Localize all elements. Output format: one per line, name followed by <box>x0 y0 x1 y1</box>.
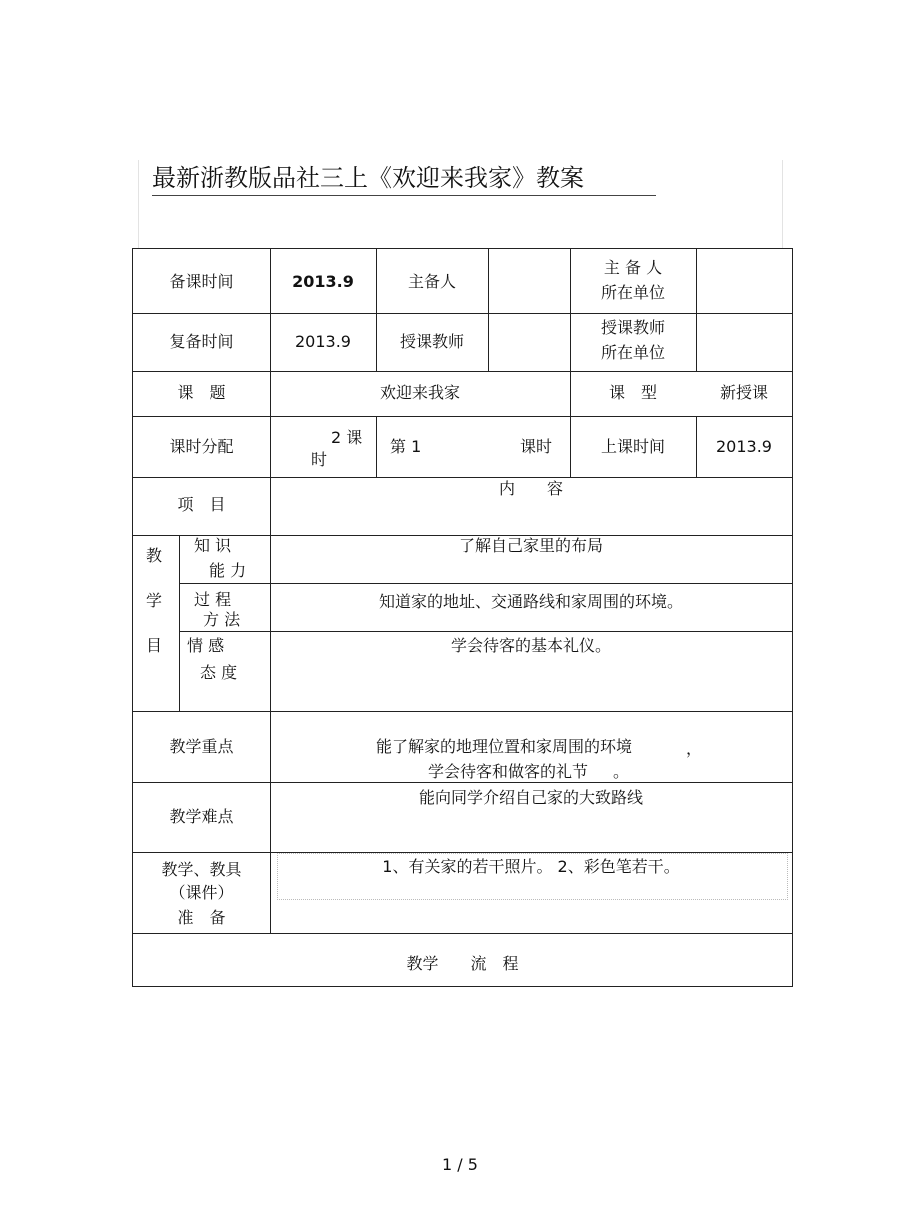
row-divider <box>133 711 792 712</box>
topic-label: 课 题 <box>177 383 226 402</box>
hours-value-line2: 时 <box>311 450 328 469</box>
review-time-label: 复备时间 <box>169 332 234 351</box>
emotion-label-line1: 情 感 <box>187 636 225 655</box>
prep-time-label: 备课时间 <box>169 272 234 291</box>
knowledge-goal-text: 了解自己家里的布局 <box>458 536 603 555</box>
knowledge-label-line2: 能 力 <box>209 561 247 580</box>
page-number: 1 / 5 <box>442 1155 478 1174</box>
row-divider <box>133 933 792 934</box>
goals-side-label-1: 教 <box>146 546 163 565</box>
item-header: 项 目 <box>177 495 226 514</box>
goals-side-label-3: 目 <box>146 636 163 655</box>
lesson-number-suffix: 课时 <box>520 437 553 456</box>
row-divider <box>133 313 792 314</box>
col-divider <box>488 249 489 371</box>
prep-time-value: 2013.9 <box>292 272 354 291</box>
lesson-type-label: 课 型 <box>608 383 657 402</box>
materials-text: 1、有关家的若干照片。 2、彩色笔若干。 <box>382 857 680 876</box>
content-header: 内 容 <box>498 479 563 498</box>
preparer-unit-label-line1: 主 备 人 <box>603 258 663 277</box>
lesson-type-value: 新授课 <box>719 383 768 402</box>
emotion-goal-text: 学会待客的基本礼仪。 <box>450 636 611 655</box>
preparer-unit-label-line2: 所在单位 <box>600 283 665 302</box>
page-edge-left <box>138 160 139 248</box>
teacher-label: 授课教师 <box>399 332 464 351</box>
process-label-line2: 方 法 <box>203 610 241 629</box>
difficulties-text: 能向同学介绍自己家的大致路线 <box>418 788 643 807</box>
teaching-flow-label: 教学 流 程 <box>406 954 519 973</box>
lesson-number-prefix: 第 1 <box>390 437 422 456</box>
row-divider <box>133 416 792 417</box>
key-points-comma: ， <box>686 739 703 758</box>
hours-label: 课时分配 <box>169 437 234 456</box>
main-preparer-label: 主备人 <box>407 272 456 291</box>
process-label-line1: 过 程 <box>194 590 232 609</box>
col-divider <box>696 249 697 371</box>
materials-label-line2: （课件） <box>169 883 234 902</box>
topic-value: 欢迎来我家 <box>379 383 460 402</box>
key-points-label: 教学重点 <box>169 737 234 756</box>
class-time-value: 2013.9 <box>716 437 772 456</box>
key-points-period: 。 <box>613 762 630 781</box>
class-time-label: 上课时间 <box>600 437 665 456</box>
page-edge-right <box>782 160 783 248</box>
key-points-line2: 学会待客和做客的礼节 <box>428 762 589 781</box>
goals-side-label-2: 学 <box>146 591 163 610</box>
hours-value-line1: 2 课 <box>331 428 363 447</box>
emotion-label-line2: 态 度 <box>200 663 238 682</box>
col-divider <box>376 416 377 477</box>
difficulties-label: 教学难点 <box>169 807 234 826</box>
document-title: 最新浙教版品社三上《欢迎来我家》教案 <box>152 158 656 196</box>
col-divider <box>179 535 180 711</box>
row-divider <box>133 371 792 372</box>
materials-label-line1: 教学、教具 <box>161 860 242 879</box>
materials-label-line3: 准 备 <box>177 908 226 927</box>
teacher-unit-label-line2: 所在单位 <box>600 343 665 362</box>
key-points-line1: 能了解家的地理位置和家周围的环境 <box>376 737 633 756</box>
lesson-plan-table <box>132 248 793 987</box>
process-goal-text: 知道家的地址、交通路线和家周围的环境。 <box>378 592 683 611</box>
review-time-value: 2013.9 <box>295 332 351 351</box>
teacher-unit-label-line1: 授课教师 <box>600 318 665 337</box>
knowledge-label-line1: 知 识 <box>194 536 232 555</box>
